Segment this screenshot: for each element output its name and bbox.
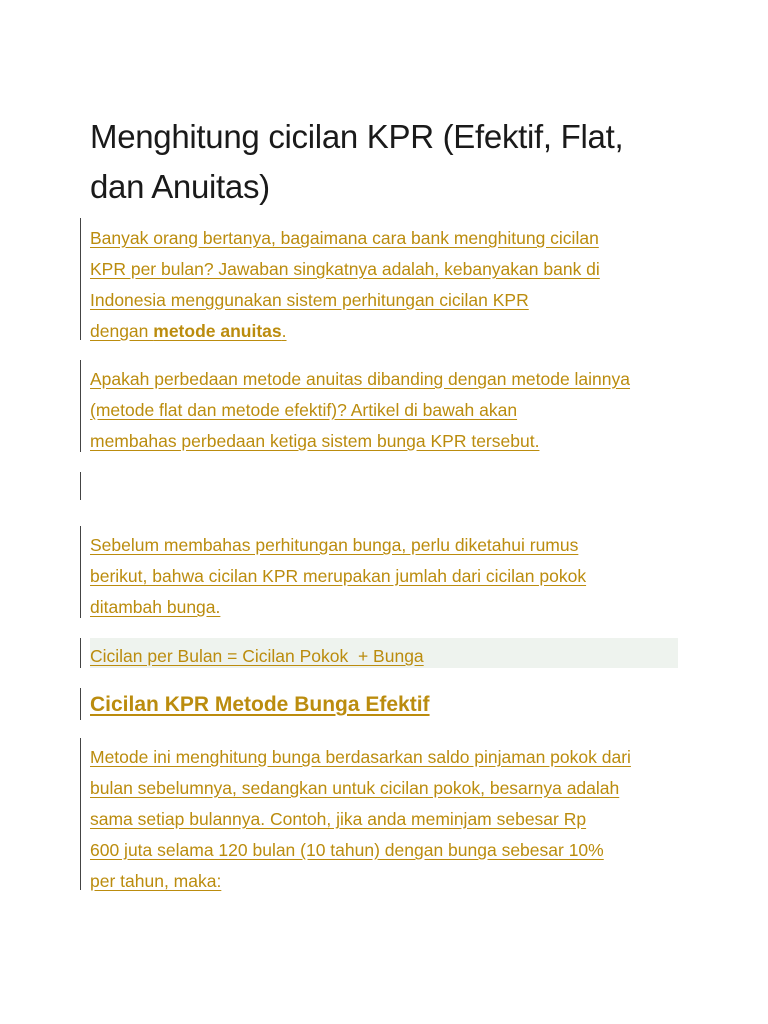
- text-fragment: .: [281, 321, 287, 341]
- text-line: Sebelum membahas perhitungan bunga, perlu diketahui rumus: [90, 535, 579, 555]
- text-line: bulan sebelumnya, sedangkan untuk cicilan pokok, besarnya adalah: [90, 778, 620, 798]
- text-line: Metode ini menghitung bunga berdasarkan saldo pinjaman pokok dari: [90, 747, 631, 767]
- quote-bar: [80, 738, 81, 890]
- quote-bar: [80, 688, 81, 720]
- text-line: 600 juta selama 120 bulan (10 tahun) dengan bunga sebesar 10%: [90, 840, 604, 860]
- text-line: [90, 316, 690, 347]
- quote-bar: [80, 472, 81, 500]
- intro-paragraph-link[interactable]: [90, 223, 690, 347]
- quote-bar: [80, 638, 81, 668]
- effective-method-paragraph-link[interactable]: [90, 742, 690, 897]
- quote-bar: [80, 526, 81, 618]
- text-line: Indonesia menggunakan sistem perhitungan cicilan KPR: [90, 290, 529, 310]
- comparison-paragraph-link[interactable]: [90, 364, 690, 457]
- text-line: membahas perbedaan ketiga sistem bunga KPR tersebut.: [90, 431, 540, 451]
- section-heading-link[interactable]: Cicilan KPR Metode Bunga Efektif: [90, 693, 430, 716]
- text-line: (metode flat dan metode efektif)? Artikel di bawah akan: [90, 400, 518, 420]
- formula-link[interactable]: Cicilan per Bulan = Cicilan Pokok + Bunga: [90, 646, 424, 666]
- page-title-line-2: dan Anuitas): [90, 168, 270, 205]
- page-title-line-1: Menghitung cicilan KPR (Efektif, Flat,: [90, 118, 624, 155]
- text-line: Apakah perbedaan metode anuitas dibanding dengan metode lainnya: [90, 369, 631, 389]
- quote-bar: [80, 218, 81, 340]
- text-line: per tahun, maka:: [90, 871, 222, 891]
- text-line: sama setiap bulannya. Contoh, jika anda meminjam sebesar Rp: [90, 809, 587, 829]
- text-line: berikut, bahwa cicilan KPR merupakan jumlah dari cicilan pokok: [90, 566, 587, 586]
- quote-bar: [80, 360, 81, 452]
- text-line: KPR per bulan? Jawaban singkatnya adalah, kebanyakan bank di: [90, 259, 600, 279]
- text-line: ditambah bunga.: [90, 597, 221, 617]
- text-fragment: dengan: [90, 321, 154, 341]
- text-line: Banyak orang bertanya, bagaimana cara bank menghitung cicilan: [90, 228, 599, 248]
- formula-intro-paragraph-link[interactable]: [90, 530, 690, 623]
- metode-anuitas-link[interactable]: metode anuitas: [153, 321, 282, 341]
- page-title: [90, 112, 690, 212]
